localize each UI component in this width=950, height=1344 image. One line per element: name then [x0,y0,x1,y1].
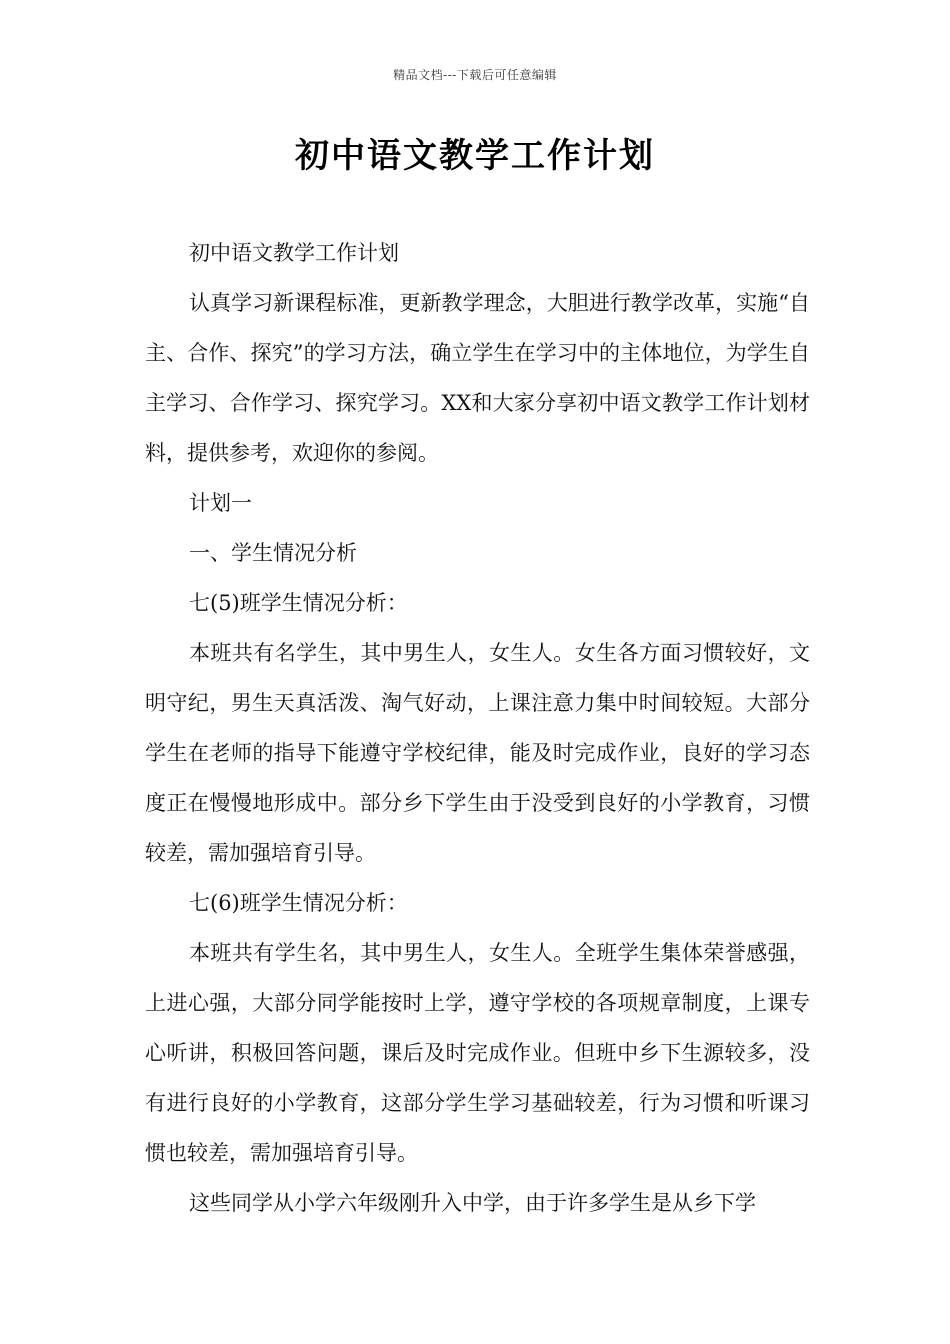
class-7-5-analysis: 本班共有名学生，其中男生人，女生人。女生各方面习惯较好，文明守纪，男生天真活泼、淘气好动，上课注意力集中时间较短。大部分学生在老师的指导下能遵守学校纪律，能及时完成作业，良好的学习态度正在慢慢地形成中。部分乡下学生由于没受到良好的小学教育，习惯较差，需加强培育引导。 [145,641,810,865]
document-body [145,228,810,1228]
paragraph-plan-one: 计划一 [189,491,252,515]
class-7-6-analysis: 本班共有学生名，其中男生人，女生人。全班学生集体荣誉感强，上进心强，大部分同学能按时上学，遵守学校的各项规章制度，上课专心听讲，积极回答问题，课后及时完成作业。但班中乡下生源较多，没有进行良好的小学教育，这部分学生学习基础较差，行为习惯和听课习惯也较差，需加强培育引导。 [145,941,810,1165]
section-heading-student-analysis: 一、学生情况分析 [189,541,357,565]
paragraph-continuation: 这些同学从小学六年级刚升入中学，由于许多学生是从乡下学 [189,1191,756,1215]
paragraph-subtitle: 初中语文教学工作计划 [189,241,399,265]
class-7-5-heading: 七(5)班学生情况分析： [189,591,408,615]
header-note: 精品文档---下载后可任意编辑 [393,68,557,82]
class-7-6-heading: 七(6)班学生情况分析： [189,891,408,915]
paragraph-intro: 认真学习新课程标准，更新教学理念，大胆进行教学改革，实施“自主、合作、探究”的学习方法，确立学生在学习中的主体地位，为学生自主学习、合作学习、探究学习。XX和大家分享初中语文教学工作计划材料，提供参考，欢迎你的参阅。 [145,291,810,465]
document-title: 初中语文教学工作计划 [295,136,655,176]
